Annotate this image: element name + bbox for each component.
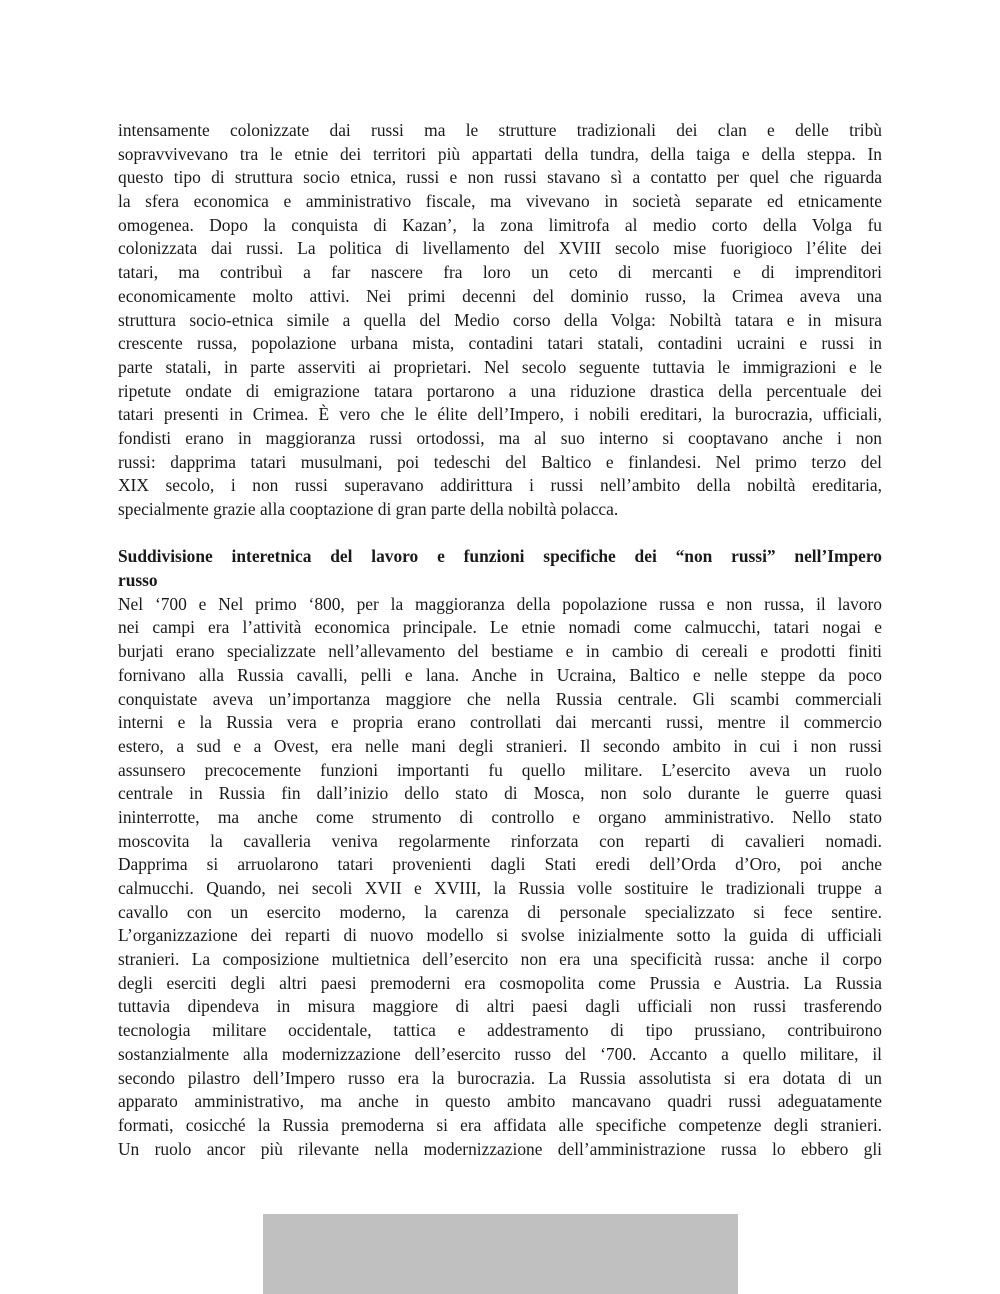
paragraph-line: centrale in Russia fin dall’inizio dello stato di Mosca, non solo durante le guerre quasi [118, 783, 882, 804]
paragraph-line: conquistate aveva un’importanza maggiore che nella Russia centrale. Gli scambi commerciali [118, 688, 882, 709]
paragraph-1 [118, 119, 882, 522]
paragraph-line: crescente russa, popolazione urbana mista, contadini tatari statali, contadini ucraini e russi in [118, 333, 882, 354]
paragraph-line: fornivano alla Russia cavalli, pelli e lana. Anche in Ucraina, Baltico e nelle steppe da poco [118, 664, 882, 685]
paragraph-line: assunsero precocemente funzioni importanti fu quello militare. L’esercito aveva un ruolo [118, 759, 882, 780]
paragraph-line: Dapprima si arruolarono tatari provenienti dagli Stati eredi dell’Orda d’Oro, poi anche [118, 854, 882, 875]
paragraph-line: XIX secolo, i non russi superavano addirittura i russi nell’ambito della nobiltà ereditaria, [118, 475, 882, 496]
paragraph-line: colonizzata dai russi. La politica di livellamento del XVIII secolo mise fuorigioco l’élite dei [118, 238, 882, 259]
paragraph-line: economicamente molto attivi. Nei primi decenni del dominio russo, la Crimea aveva una [118, 285, 882, 306]
paragraph-line: tatari presenti in Crimea. È vero che le élite dell’Impero, i nobili ereditari, la burocrazia, ufficiali, [118, 404, 882, 425]
paragraph-line: fondisti erano in maggioranza russi ortodossi, ma al suo interno si cooptavano anche i non [118, 427, 882, 448]
paragraph-2 [118, 593, 882, 1162]
paragraph-line: specialmente grazie alla cooptazione di gran parte della nobiltà polacca. [118, 499, 619, 519]
heading-line: russo [118, 570, 158, 591]
paragraph-line: questo tipo di struttura socio etnica, russi e non russi stavano sì a contatto per quel che riguarda [118, 167, 882, 188]
paragraph-line: estero, a sud e a Ovest, era nelle mani degli stranieri. Il secondo ambito in cui i non russi [118, 735, 882, 756]
paragraph-line: tatari, ma contribuì a far nascere fra loro un ceto di mercanti e di imprenditori [118, 262, 882, 283]
paragraph-line: struttura socio-etnica simile a quella del Medio corso della Volga: Nobiltà tatara e in misura [118, 309, 882, 330]
paragraph-spacer [118, 522, 882, 546]
paragraph-line: la sfera economica e amministrativo fiscale, ma vivevano in società separate ed etnicamente [118, 191, 882, 212]
paragraph-line: L’organizzazione dei reparti di nuovo modello si svolse inizialmente sotto la guida di ufficiali [118, 925, 882, 946]
paragraph-line: tecnologia militare occidentale, tattica e addestramento di tipo prussiano, contribuirono [118, 1020, 882, 1041]
paragraph-line: sopravvivevano tra le etnie dei territori più appartati della tundra, della taiga e della steppa. In [118, 143, 882, 164]
paragraph-line: interni e la Russia vera e propria erano controllati dai mercanti russi, mentre il commercio [118, 712, 882, 733]
paragraph-line: Un ruolo ancor più rilevante nella modernizzazione dell’amministrazione russa lo ebbero gli [118, 1138, 882, 1159]
paragraph-line: secondo pilastro dell’Impero russo era la burocrazia. La Russia assolutista si era dotata di un [118, 1067, 882, 1088]
section-heading [118, 545, 882, 592]
paragraph-line: moscovita la cavalleria veniva regolarmente rinforzata con reparti di cavalieri nomadi. [118, 830, 882, 851]
paragraph-line: tuttavia dipendeva in misura maggiore di altri paesi dagli ufficiali non russi trasferendo [118, 996, 882, 1017]
paragraph-line: russi: dapprima tatari musulmani, poi tedeschi del Baltico e finlandesi. Nel primo terzo del [118, 451, 882, 472]
paragraph-line: sostanzialmente alla modernizzazione dell’esercito russo del ‘700. Accanto a quello militare, il [118, 1043, 882, 1064]
paragraph-line: formati, cosicché la Russia premoderna si era affidata alle specifiche competenze degli stranieri. [118, 1114, 882, 1135]
paragraph-line: nei campi era l’attività economica principale. Le etnie nomadi come calmucchi, tatari nogai e [118, 617, 882, 638]
paragraph-line: ripetute ondate di emigrazione tatara portarono a una riduzione drastica della percentuale dei [118, 380, 882, 401]
paragraph-line: Nel ‘700 e Nel primo ‘800, per la maggioranza della popolazione russa e non russa, il lavoro [118, 593, 882, 614]
paragraph-line: stranieri. La composizione multietnica dell’esercito non era una specificità russa: anche il corpo [118, 949, 882, 970]
heading-line: Suddivisione interetnica del lavoro e funzioni specifiche dei “non russi” nell’Impero [118, 546, 882, 567]
paragraph-line: degli eserciti degli altri paesi premoderni era cosmopolita come Prussia e Austria. La Russia [118, 972, 882, 993]
paragraph-line: burjati erano specializzate nell’allevamento del bestiame e in cambio di cereali e prodotti finiti [118, 641, 882, 662]
paragraph-line: calmucchi. Quando, nei secoli XVII e XVIII, la Russia volle sostituire le tradizionali truppe a [118, 878, 882, 898]
footer-gray-block [263, 1214, 738, 1294]
paragraph-line: parte statali, in parte asserviti ai proprietari. Nel secolo seguente tuttavia le immigrazioni e le [118, 356, 882, 377]
text-column [118, 119, 882, 1161]
paragraph-line: ininterrotte, ma anche come strumento di controllo e organo amministrativo. Nello stato [118, 806, 882, 827]
paragraph-line: omogenea. Dopo la conquista di Kazan’, la zona limitrofa al medio corto della Volga fu [118, 214, 882, 235]
paragraph-line: apparato amministrativo, ma anche in questo ambito mancavano quadri russi adeguatamente [118, 1091, 882, 1112]
paragraph-line: cavallo con un esercito moderno, la carenza di personale specializzato si fece sentire. [118, 901, 882, 922]
paragraph-line: intensamente colonizzate dai russi ma le strutture tradizionali dei clan e delle tribù [118, 120, 882, 140]
